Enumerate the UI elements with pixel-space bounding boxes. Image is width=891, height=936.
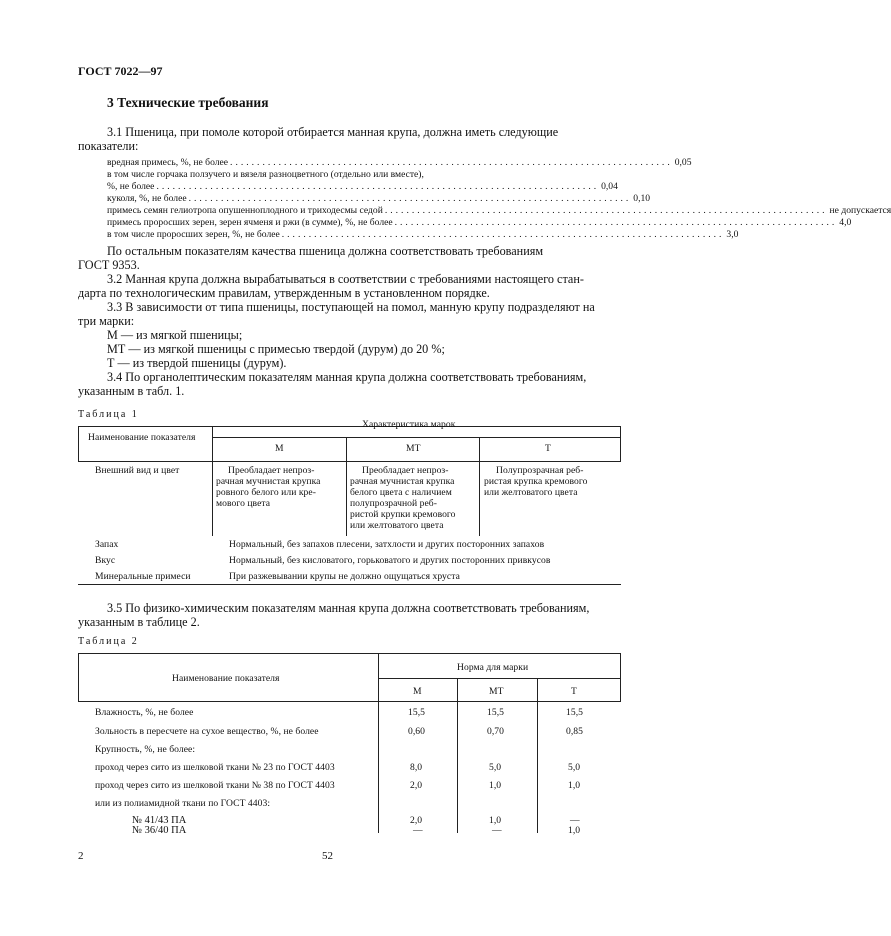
page-number-left: 2 (78, 850, 84, 862)
requirement-row (107, 229, 739, 241)
table1-cell-t: Полупрозрачная реб- ристая крупка кремового или желтоватого цвета (484, 465, 588, 498)
table2-col-name: Наименование показателя (172, 673, 280, 684)
para-3-3-line1: 3.3 В зависимости от типа пшеницы, поступающей на помол, манную крупу подразделяют на (107, 300, 595, 314)
table2-group-header: Норма для марки (457, 662, 529, 673)
table2-name-divider (378, 653, 379, 833)
leader-dots: .................................................................................. (230, 157, 673, 168)
table1-col-name: Наименование показателя (88, 432, 196, 443)
table2-header-rule (78, 701, 621, 702)
requirement-value: 0,10 (633, 193, 651, 204)
table2-cell-mt: 0,70 (487, 726, 504, 737)
requirement-row (107, 217, 852, 229)
requirement-label: примесь семян гелиотропа опушенноплодного и триходесмы седой (107, 205, 383, 216)
table1-row-name: Запах (95, 539, 119, 550)
leader-dots: .................................................................................. (281, 229, 725, 240)
table1-col-divider (346, 437, 347, 536)
table2-cell-mt: 5,0 (489, 762, 502, 773)
table1-name-divider (212, 426, 213, 536)
table2-group-rule (378, 678, 620, 679)
table2-cell-mt: 1,0 (489, 815, 502, 826)
table1-row-name: Минеральные примеси (95, 571, 191, 582)
table2-col-m: М (413, 686, 422, 697)
table1-col-t: Т (545, 443, 551, 454)
requirement-label: примесь проросших зерен, зерен ячменя и ржи (в сумме), %, не более (107, 217, 393, 228)
requirement-label: куколя, %, не более (107, 193, 187, 204)
table2-cell-m: 2,0 (410, 815, 423, 826)
table2-cell-m: 2,0 (410, 780, 423, 791)
table1-row-name: Вкус (95, 555, 116, 566)
leader-dots: .................................................................................. (188, 193, 632, 204)
table1-merged-value: При разжевывании крупы не должно ощущаться хруста (229, 571, 460, 582)
table2-top-rule (78, 653, 621, 654)
table2-cell-t: 5,0 (568, 762, 581, 773)
table1-right-rule (620, 426, 621, 462)
table2-cell-t: — (570, 815, 580, 826)
table2-cell-mt: 15,5 (487, 707, 504, 718)
requirement-value: не допускается (829, 205, 891, 216)
table1-merged-value: Нормальный, без запахов плесени, затхлости и других посторонних запахов (229, 539, 545, 550)
table1-header-rule (78, 461, 621, 462)
para-3-2-line2: дарта по технологическим правилам, утвержденным в установленном порядке. (78, 286, 490, 300)
table1-col-mt: МТ (406, 443, 421, 454)
table2-col-mt: МТ (489, 686, 504, 697)
table2-subrow-name: № 36/40 ПА (132, 825, 187, 836)
requirement-value: 0,05 (674, 157, 692, 168)
para-3-2-line1: 3.2 Манная крупа должна вырабатываться в соответствии с требованиями настоящего стан- (107, 272, 584, 286)
requirement-value: 0,04 (601, 181, 618, 192)
para-other-line1: По остальным показателям качества пшеница должна соответствовать требованиям (107, 244, 544, 258)
requirement-row (107, 193, 651, 205)
para-other-line2: ГОСТ 9353. (78, 258, 140, 272)
table2-row-name: или из полиамидной ткани по ГОСТ 4403: (95, 798, 271, 809)
table2-row-name: Влажность, %, не более (95, 707, 194, 718)
document-id: ГОСТ 7022—97 (78, 64, 163, 78)
para-3-3-line2: три марки: (78, 314, 135, 328)
para-3-5-line2: указанным в таблице 2. (78, 615, 200, 629)
requirement-row (107, 205, 891, 217)
table1-col-divider (479, 437, 480, 536)
table1-top-rule (78, 426, 621, 427)
table1-left-rule (78, 426, 79, 462)
requirement-row (107, 181, 622, 193)
mark-mt: МТ — из мягкой пшеницы с примесью твердой (дурум) до 20 %; (107, 342, 445, 356)
table2-cell-m: 8,0 (410, 762, 423, 773)
page-number-center: 52 (322, 850, 333, 862)
table2-cell-m: 15,5 (408, 707, 425, 718)
table1-row-name: Внешний вид и цвет (95, 465, 180, 476)
mark-t: Т — из твердой пшеницы (дурум). (107, 356, 287, 370)
para-3-1-line1: 3.1 Пшеница, при помоле которой отбирается манная крупа, должна иметь следующие (107, 125, 559, 139)
table2-cell-m: — (413, 825, 423, 836)
requirement-label: в том числе проросших зерен, %, не более (107, 229, 280, 240)
table2-row-name: Зольность в пересчете на сухое вещество, %, не более (95, 726, 319, 737)
requirement-row (107, 157, 692, 169)
table2-cell-t: 0,85 (566, 726, 583, 737)
para-3-5-line1: 3.5 По физико-химическим показателям манная крупа должна соответствовать требованиям, (107, 601, 590, 615)
para-3-1-line2: показатели: (78, 139, 139, 153)
table1-group-rule (212, 437, 620, 438)
table2-cell-t: 15,5 (566, 707, 583, 718)
table1-cell-m: Преобладает непроз- рачная мучнистая крупка ровного белого или кре- мового цвета (216, 465, 321, 509)
requirement-label: вредная примесь, %, не более (107, 157, 229, 168)
para-3-4-line2: указанным в табл. 1. (78, 384, 185, 398)
requirement-label: %, не более (107, 181, 155, 192)
para-3-4-line1: 3.4 По органолептическим показателям манная крупа должна соответствовать требованиям, (107, 370, 587, 384)
table2-caption: Таблица 2 (78, 636, 139, 647)
leader-dots: .................................................................................. (384, 205, 828, 216)
section-title: 3 Технические требования (107, 95, 269, 110)
table2-cell-t: 1,0 (568, 825, 581, 836)
leader-dots: .................................................................................. (156, 181, 600, 192)
table1-group-header: Характеристика марок (362, 419, 456, 430)
table2-cell-mt: 1,0 (489, 780, 502, 791)
table2-col-t: Т (571, 686, 577, 697)
table1-col-m: М (275, 443, 284, 454)
table1-caption: Таблица 1 (78, 409, 139, 420)
table1-bottom-rule (78, 584, 621, 585)
table2-row-name: проход через сито из шелковой ткани № 23 по ГОСТ 4403 (95, 762, 335, 773)
requirement-row (107, 169, 622, 181)
table2-right-rule (620, 653, 621, 701)
table1-merged-value: Нормальный, без кисловатого, горьковатого и других посторонних привкусов (229, 555, 551, 566)
requirement-value: 4,0 (839, 217, 852, 228)
table2-row-name: проход через сито из шелковой ткани № 38 по ГОСТ 4403 (95, 780, 335, 791)
table2-left-rule (78, 653, 79, 701)
requirement-value: 3,0 (726, 229, 739, 240)
leader-dots: .................................................................................. (394, 217, 838, 228)
table2-cell-t: 1,0 (568, 780, 581, 791)
table1-cell-mt: Преобладает непроз- рачная мучнистая крупка белого цвета с наличием полупрозрачной реб- ристой крупки кремового или желтоватого цвета (350, 465, 456, 531)
mark-m: М — из мягкой пшеницы; (107, 328, 243, 342)
requirement-label: в том числе горчака ползучего и вязеля разноцветного (отдельно или вместе), (107, 169, 424, 180)
table2-cell-mt: — (492, 825, 502, 836)
table2-row-name: Крупность, %, не более: (95, 744, 196, 755)
table2-cell-m: 0,60 (408, 726, 425, 737)
table2-subrow-name: № 41/43 ПА (132, 815, 187, 826)
